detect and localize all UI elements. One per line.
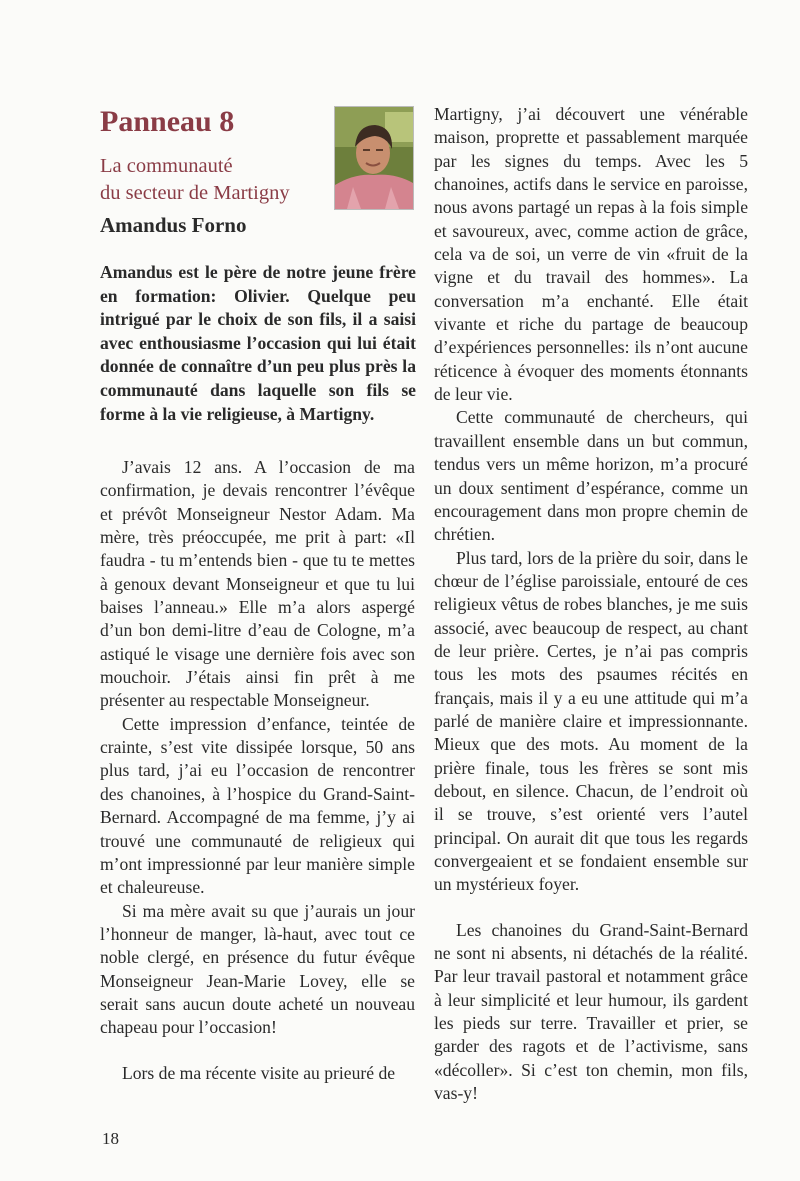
subtitle-line-2: du secteur de Martigny [100,182,290,204]
body-paragraph: Cette impression d’enfance, teintée de crainte, s’est vite dissipée lorsque, 50 ans plus tard, j’ai eu l’occasion de rencontrer des chanoines, à l’hospice du Grand-Saint-Bernard. Accompagné de ma femme, j’y ai trouvé une communauté de religieux qui m’ont impressionné par leur manière simple et chaleureuse. [100,713,415,898]
body-paragraph: Plus tard, lors de la prière du soir, dans le chœur de l’église paroissiale, entouré de ces religieux vêtus de robes blanches, je me suis associé, avec beaucoup de respect, au chant de leur prière. Certes, je n’ai pas compris tous les mots des psaumes récités en français, mais il y a eu une attitude qui m’a parlé de manière claire et impressionnante. Mieux que des mots. Au moment de la prière finale, tous les frères se sont mis debout, en silence. Chacun, de l’endroit où il se trouve, s’est orienté vers l’autel principal. On aurait dit que tous les regards convergeaient et se fondaient ensemble sur un mystérieux foyer. [434,547,748,895]
left-column [100,456,415,1085]
body-paragraph: Cette communauté de chercheurs, qui travaillent ensemble dans un but commun, tendus vers un même horizon, m’a procuré un doux sentiment d’espérance, comme un encouragement dans mon propre chemin de chrétien. [434,407,748,545]
author-name: Amandus Forno [100,213,247,237]
body-paragraph: Lors de ma récente visite au prieuré de [122,1062,396,1083]
portrait-image [335,107,413,209]
author-photo [334,106,414,210]
body-paragraph: J’avais 12 ans. A l’occasion de ma confirmation, je devais rencontrer l’évêque et prévôt Monseigneur Nestor Adam. Ma mère, très préoccupée, me prit à part: «Il faudra - tu m’entends bien - que tu te mettes à genoux devant Monseigneur et que tu lui baises l’anneau.» Elle m’a alors aspergé d’un bon demi-litre d’eau de Cologne, m’a astiqué le visage une dernière fois avec son mouchoir. J’étais ainsi fin prêt à me présenter au respectable Monseigneur. [100,457,415,711]
subtitle-line-1: La communauté [100,155,233,177]
right-column [434,103,748,1105]
intro-paragraph: Amandus est le père de notre jeune frère en formation: Olivier. Quelque peu intrigué par le choix de son fils, il a saisi avec enthousiasme l’occasion qui lui était donnée de connaître d’un peu plus près la communauté dans laquelle son fils se forme à la vie religieuse, à Martigny. [100,262,416,424]
body-paragraph: Les chanoines du Grand-Saint-Bernard ne sont ni absents, ni détachés de la réalité. Par leur travail pastoral et notamment grâce à leur simplicité et leur humour, ils gardent les pieds sur terre. Travailler et prier, se garder des ragots et de l’activisme, sans «décoller». Si c’est ton chemin, mon fils, vas-y! [434,919,748,1104]
page-title: Panneau 8 [100,105,235,138]
page-number: 18 [102,1129,119,1148]
body-paragraph: Si ma mère avait su que j’aurais un jour l’honneur de manger, là-haut, avec tout ce noble clergé, en présence du futur évêque Monseigneur Jean-Marie Lovey, elle se serait sans aucun doute acheté un nouveau chapeau pour l’occasion! [100,900,415,1038]
body-paragraph: Martigny, j’ai découvert une vénérable maison, proprette et passablement marquée par les signes du temps. Avec les 5 chanoines, actifs dans le service en paroisse, nous avons partagé un repas à la fois simple et savoureux, avec, comme action de grâce, cela va de soi, un verre de vin «fruit de la vigne et du travail des hommes». La conversation m’a enchanté. Elle était vivante et riche du partage de beaucoup d’expériences personnelles: ils n’ont aucune réticence à évoquer des moments étonnants de leur vie. [434,104,748,405]
subtitle [100,153,290,207]
